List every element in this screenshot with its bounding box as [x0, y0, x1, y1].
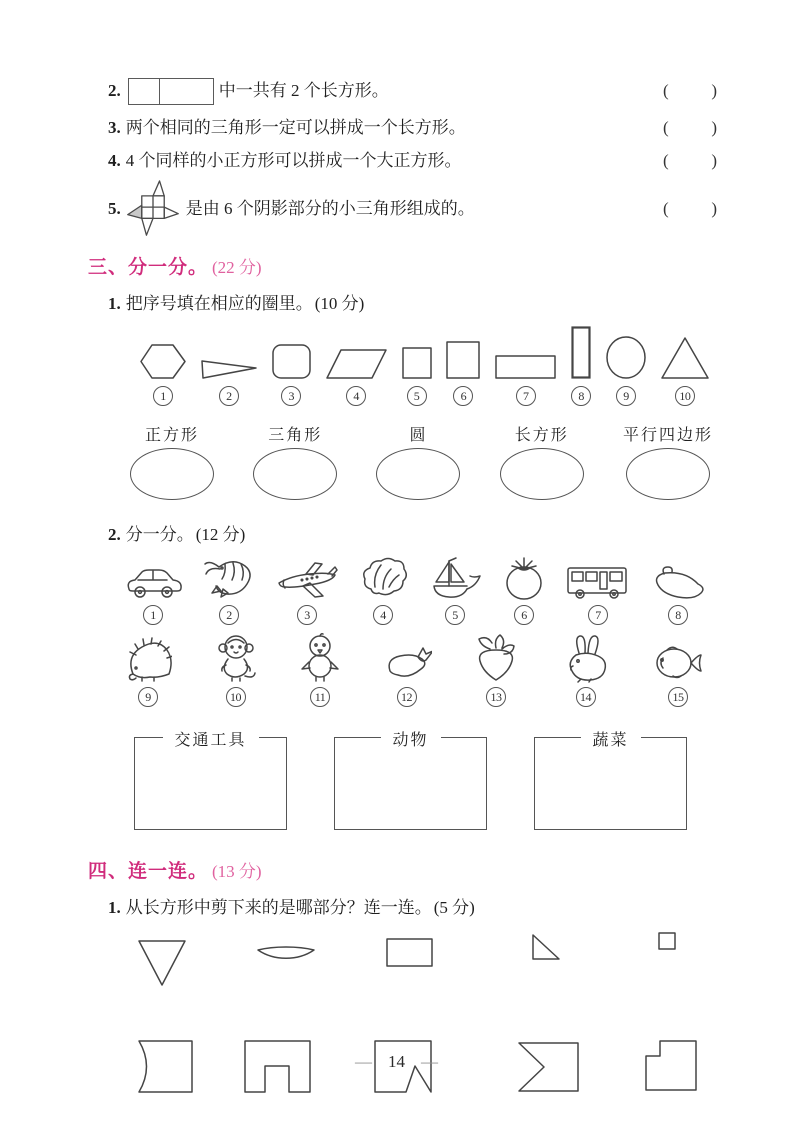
true-false-question-3 — [108, 117, 717, 139]
shape-item — [495, 355, 556, 406]
page-footer — [0, 1052, 793, 1072]
category-box-label: 动物 — [380, 727, 440, 750]
true-false-question-2 — [108, 78, 717, 105]
item-number: 3 — [297, 605, 317, 625]
item-number: 11 — [310, 687, 330, 707]
answer-oval — [253, 448, 337, 500]
hedgehog-icon — [124, 637, 172, 683]
question-score: (12 分) — [195, 525, 246, 545]
picture-item — [299, 633, 341, 707]
section-4-header — [88, 856, 717, 883]
question-number: 3. — [108, 118, 121, 137]
true-false-question-5 — [108, 180, 717, 238]
answer-parentheses — [663, 117, 717, 139]
item-number: 5 — [445, 605, 465, 625]
cabbage-icon — [359, 555, 407, 601]
eggplant-icon — [382, 645, 432, 683]
paren-open: ( — [663, 199, 669, 219]
category-label: 圆 — [409, 427, 428, 445]
shape-number: 2 — [219, 386, 239, 406]
question-score: (10 分) — [314, 294, 365, 314]
question-text: 是由 6 个阴影部分的小三角形组成的。 — [185, 199, 475, 219]
question-text: 分一分。 — [125, 525, 194, 545]
true-false-question-4 — [108, 150, 717, 172]
picture-item — [359, 555, 407, 625]
shape-item — [326, 349, 387, 406]
radish-icon — [472, 633, 520, 683]
answer-parentheses — [663, 150, 717, 172]
rabbit-icon — [561, 635, 611, 683]
category-cell — [623, 422, 713, 500]
geo-rounded-square-icon — [272, 344, 311, 379]
section-3-question-2 — [108, 520, 717, 545]
picture-item — [503, 555, 545, 625]
shape-number: 7 — [516, 386, 536, 406]
shape-item — [402, 347, 432, 406]
divided-rectangle-figure — [128, 78, 214, 105]
picture-item — [651, 641, 705, 707]
cut-pieces-row — [108, 928, 717, 996]
geo-rect-tall-icon — [571, 326, 591, 379]
shape-number: 9 — [616, 386, 636, 406]
paren-close: ) — [711, 199, 717, 219]
picture-item — [382, 645, 432, 707]
paren-close: ) — [711, 81, 717, 101]
item-number: 9 — [138, 687, 158, 707]
question-number: 5. — [108, 199, 121, 219]
answer-parentheses — [663, 80, 717, 102]
shape-item — [140, 344, 186, 406]
shrimp-icon — [203, 555, 255, 601]
picture-items-row-2 — [124, 633, 705, 707]
shape-item — [201, 355, 257, 406]
question-text: 从长方形中剪下来的是哪部分？连一连。 — [125, 898, 432, 918]
question-number: 1. — [108, 294, 121, 314]
car-icon — [124, 561, 182, 601]
shape-number: 6 — [453, 386, 473, 406]
monkey-icon — [213, 633, 259, 683]
category-cell — [376, 422, 460, 500]
cut-rect-icon — [386, 938, 433, 967]
section-4-question-1 — [108, 893, 717, 918]
category-label: 平行四边形 — [622, 427, 713, 445]
picture-item — [651, 565, 705, 625]
item-number: 15 — [668, 687, 688, 707]
cut-lens-icon — [256, 945, 316, 962]
paren-close: ) — [711, 118, 717, 137]
pepper-icon — [651, 565, 705, 601]
bus-icon — [566, 563, 630, 601]
answer-parentheses — [663, 198, 717, 220]
shape-number: 10 — [675, 386, 695, 406]
shape-number: 3 — [281, 386, 301, 406]
category-box-label: 交通工具 — [162, 727, 258, 750]
question-text: 中一共有 2 个长方形。 — [218, 81, 389, 101]
fish-icon — [651, 641, 705, 683]
shape-item — [272, 344, 311, 406]
pinwheel-figure — [126, 180, 180, 238]
answer-oval — [376, 448, 460, 500]
paren-close: ) — [711, 151, 717, 171]
geo-square-s-icon — [402, 347, 432, 379]
item-number: 8 — [668, 605, 688, 625]
section-3-score: (22 分) — [212, 258, 262, 278]
geo-rect-wide-icon — [495, 355, 556, 379]
item-number: 1 — [143, 605, 163, 625]
chick-icon — [299, 633, 341, 683]
picture-item — [472, 633, 520, 707]
paren-open: ( — [663, 118, 669, 137]
shape-item — [571, 326, 591, 406]
category-label: 长方形 — [514, 427, 569, 445]
shape-item — [446, 341, 480, 406]
question-number: 2. — [108, 81, 121, 101]
answer-oval — [500, 448, 584, 500]
category-box — [134, 732, 287, 830]
question-number: 2. — [108, 525, 121, 545]
category-label: 三角形 — [268, 427, 323, 445]
category-cell — [500, 422, 584, 500]
question-number: 1. — [108, 898, 121, 918]
question-text: 两个相同的三角形一定可以拼成一个长方形。 — [125, 118, 466, 137]
section-3-question-1 — [108, 289, 717, 314]
shapes-row — [140, 326, 709, 406]
section-3-title: 三、分一分。 — [88, 257, 209, 279]
question-score: (5 分) — [433, 898, 475, 918]
shape-item — [661, 337, 709, 406]
picture-item — [566, 563, 630, 625]
shape-number: 1 — [153, 386, 173, 406]
picture-item — [213, 633, 259, 707]
shape-item — [606, 336, 646, 406]
section-4-title: 四、连一连。 — [88, 861, 209, 883]
page-number: 14 — [388, 1052, 405, 1071]
category-boxes-row — [134, 732, 687, 830]
category-box-label: 蔬菜 — [580, 727, 640, 750]
question-number: 4. — [108, 151, 121, 171]
paren-open: ( — [663, 81, 669, 101]
geo-triangle-icon — [661, 337, 709, 379]
answer-oval — [626, 448, 710, 500]
item-number: 7 — [588, 605, 608, 625]
picture-item — [124, 561, 182, 625]
shape-number: 4 — [346, 386, 366, 406]
geo-parallelogram-icon — [326, 349, 387, 379]
picture-items-row-1 — [124, 555, 705, 625]
answer-oval — [130, 448, 214, 500]
category-label: 正方形 — [144, 427, 199, 445]
picture-item — [561, 635, 611, 707]
category-ovals-row — [130, 422, 713, 500]
category-box — [534, 732, 687, 830]
shape-number: 8 — [571, 386, 591, 406]
category-cell — [253, 422, 337, 500]
item-number: 13 — [486, 687, 506, 707]
question-text: 4 个同样的小正方形可以拼成一个大正方形。 — [125, 151, 462, 171]
category-cell — [130, 422, 214, 500]
footer-dash-left: — — [355, 1052, 372, 1071]
shape-number: 5 — [407, 386, 427, 406]
picture-item — [428, 555, 482, 625]
cut-right-tri-icon — [532, 934, 560, 960]
category-box — [334, 732, 487, 830]
footer-dash-right: — — [421, 1052, 438, 1071]
geo-circle-icon — [606, 336, 646, 379]
cut-tri-down-icon — [138, 940, 186, 986]
picture-item — [276, 559, 338, 625]
section-4-score: (13 分) — [212, 862, 262, 882]
item-number: 14 — [576, 687, 596, 707]
picture-item — [203, 555, 255, 625]
tomato-icon — [503, 555, 545, 601]
question-text: 把序号填在相应的圈里。 — [125, 294, 313, 314]
sailboat-icon — [428, 555, 482, 601]
section-3-header — [88, 252, 717, 279]
cut-small-square-icon — [658, 932, 676, 950]
paren-open: ( — [663, 151, 669, 171]
item-number: 10 — [226, 687, 246, 707]
item-number: 4 — [373, 605, 393, 625]
airplane-icon — [276, 559, 338, 601]
picture-item — [124, 637, 172, 707]
geo-square-m-icon — [446, 341, 480, 379]
item-number: 12 — [397, 687, 417, 707]
geo-hexagon-icon — [140, 344, 186, 379]
geo-tri-right-icon — [201, 355, 257, 379]
item-number: 2 — [219, 605, 239, 625]
item-number: 6 — [514, 605, 534, 625]
